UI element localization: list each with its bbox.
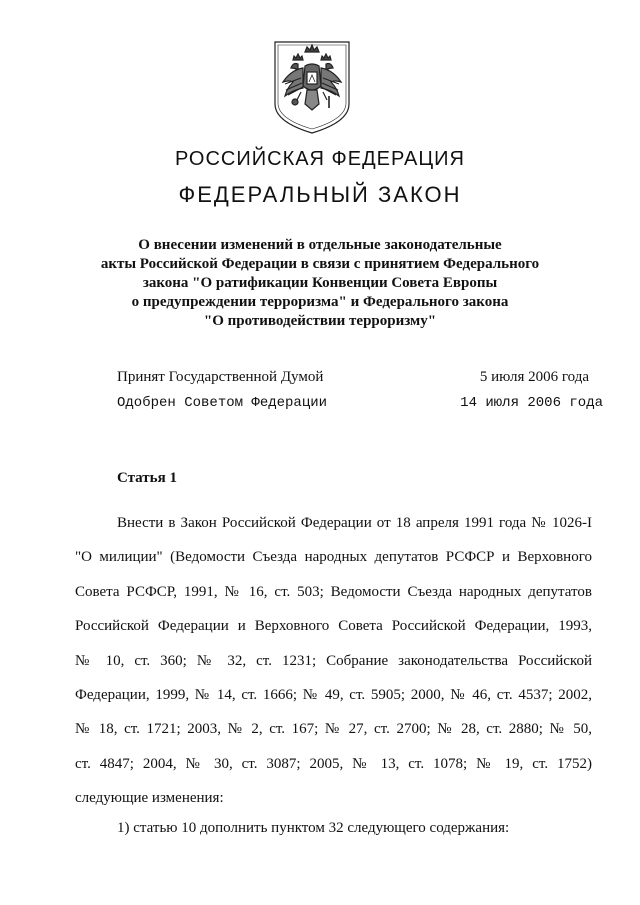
council-approval-label: Одобрен Советом Федерации (117, 395, 328, 411)
title-line: закона "О ратификации Конвенции Совета Европы (142, 275, 498, 291)
russian-coat-of-arms-icon (271, 38, 353, 136)
paragraph-line: "О милиции" (Ведомости Съезда народных депутатов РСФСР и Верховного (75, 549, 592, 566)
title-line: о предупреждении терроризма" и Федерального закона (131, 294, 509, 310)
paragraph-line: следующие изменения: (75, 790, 224, 807)
duma-adoption-date: 5 июля 2006 года (479, 369, 589, 385)
law-title (60, 236, 580, 331)
document-type: ФЕДЕРАЛЬНЫЙ ЗАКОН (178, 182, 462, 207)
paragraph-line: № 18, ст. 1721; 2003, № 2, ст. 167; № 27, ст. 2700; № 28, ст. 2880; № 50, (75, 721, 592, 738)
title-line: О внесении изменений в отдельные законодательные (138, 237, 502, 253)
duma-adoption-label: Принят Государственной Думой (117, 369, 324, 385)
paragraph-line: № 10, ст. 360; № 32, ст. 1231; Собрание законодательства Российской (75, 652, 592, 669)
paragraph-line: ст. 4847; 2004, № 30, ст. 3087; 2005, № 13, ст. 1078; № 19, ст. 1752) (75, 755, 592, 772)
paragraph-line: Федерации, 1999, № 14, ст. 1666; № 49, ст. 5905; 2000, № 46, ст. 4537; 2002, (75, 687, 592, 704)
article-heading: Статья 1 (117, 470, 177, 486)
title-line: "О противодействии терроризму" (203, 313, 437, 329)
article-paragraph (75, 506, 592, 816)
list-item: 1) статью 10 дополнить пунктом 32 следующего содержания: (117, 820, 510, 836)
country-name: РОССИЙСКАЯ ФЕДЕРАЦИЯ (175, 148, 465, 170)
paragraph-line: Совета РСФСР, 1991, № 16, ст. 503; Ведомости Съезда народных депутатов (75, 583, 592, 600)
paragraph-line: Российской Федерации и Верховного Совета Российской Федерации, 1993, (75, 618, 592, 635)
council-approval-date: 14 июля 2006 года (460, 395, 603, 411)
title-line: акты Российской Федерации в связи с принятием Федерального (100, 256, 540, 272)
paragraph-line: Внести в Закон Российской Федерации от 18 апреля 1991 года № 1026-I (117, 515, 592, 531)
